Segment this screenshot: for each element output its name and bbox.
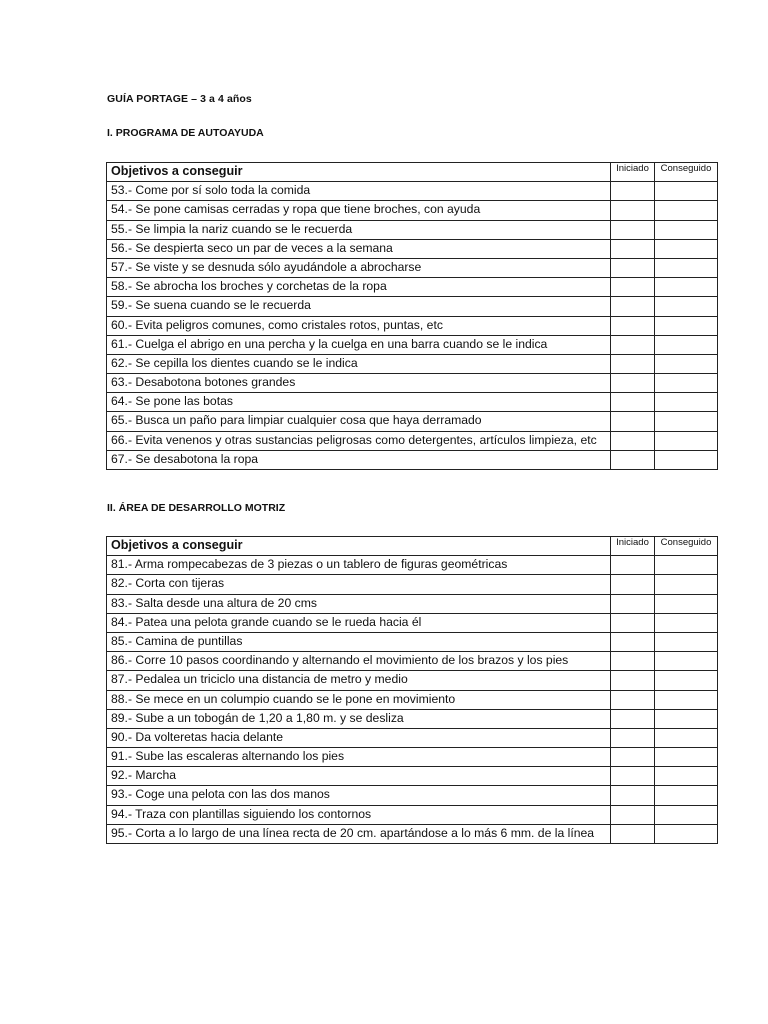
objective-cell: 56.- Se despierta seco un par de veces a la semana [107, 239, 611, 258]
objective-cell: 81.- Arma rompecabezas de 3 piezas o un tablero de figuras geométricas [107, 556, 611, 575]
started-checkbox-cell[interactable] [611, 450, 655, 469]
table-row [107, 374, 718, 393]
table-row [107, 182, 718, 201]
table-row [107, 412, 718, 431]
started-checkbox-cell[interactable] [611, 786, 655, 805]
started-checkbox-cell[interactable] [611, 767, 655, 786]
achieved-checkbox-cell[interactable] [655, 613, 718, 632]
table-row [107, 805, 718, 824]
achieved-checkbox-cell[interactable] [655, 201, 718, 220]
achieved-checkbox-cell[interactable] [655, 748, 718, 767]
objective-cell: 66.- Evita venenos y otras sustancias peligrosas como detergentes, artículos limpieza, etc [107, 431, 611, 450]
achieved-checkbox-cell[interactable] [655, 786, 718, 805]
objective-cell: 82.- Corta con tijeras [107, 575, 611, 594]
objective-cell: 61.- Cuelga el abrigo en una percha y la cuelga en una barra cuando se le indica [107, 335, 611, 354]
table-row [107, 354, 718, 373]
table-row [107, 594, 718, 613]
achieved-checkbox-cell[interactable] [655, 431, 718, 450]
objective-cell: 59.- Se suena cuando se le recuerda [107, 297, 611, 316]
achieved-checkbox-cell[interactable] [655, 671, 718, 690]
started-checkbox-cell[interactable] [611, 412, 655, 431]
objectives-column-header: Objetivos a conseguir [107, 537, 611, 556]
objective-cell: 57.- Se viste y se desnuda sólo ayudándole a abrocharse [107, 258, 611, 277]
achieved-checkbox-cell[interactable] [655, 412, 718, 431]
started-checkbox-cell[interactable] [611, 556, 655, 575]
table-row [107, 556, 718, 575]
started-checkbox-cell[interactable] [611, 182, 655, 201]
started-column-header: Iniciado [611, 537, 655, 556]
objective-cell: 94.- Traza con plantillas siguiendo los contornos [107, 805, 611, 824]
started-checkbox-cell[interactable] [611, 805, 655, 824]
table-row [107, 258, 718, 277]
checklist-table-autoayuda [106, 162, 718, 470]
table-row [107, 335, 718, 354]
achieved-checkbox-cell[interactable] [655, 728, 718, 747]
started-checkbox-cell[interactable] [611, 335, 655, 354]
objective-cell: 63.- Desabotona botones grandes [107, 374, 611, 393]
achieved-checkbox-cell[interactable] [655, 335, 718, 354]
objective-cell: 92.- Marcha [107, 767, 611, 786]
objective-cell: 67.- Se desabotona la ropa [107, 450, 611, 469]
achieved-checkbox-cell[interactable] [655, 258, 718, 277]
table-row [107, 632, 718, 651]
table-row [107, 671, 718, 690]
started-checkbox-cell[interactable] [611, 748, 655, 767]
started-checkbox-cell[interactable] [611, 671, 655, 690]
table-header-row [107, 163, 718, 182]
started-checkbox-cell[interactable] [611, 393, 655, 412]
objective-cell: 87.- Pedalea un triciclo una distancia de metro y medio [107, 671, 611, 690]
objective-cell: 60.- Evita peligros comunes, como cristales rotos, puntas, etc [107, 316, 611, 335]
objective-cell: 53.- Come por sí solo toda la comida [107, 182, 611, 201]
started-checkbox-cell[interactable] [611, 709, 655, 728]
section-heading-motriz: II. ÁREA DE DESARROLLO MOTRIZ [107, 502, 286, 514]
table-row [107, 316, 718, 335]
objectives-column-header: Objetivos a conseguir [107, 163, 611, 182]
achieved-checkbox-cell[interactable] [655, 450, 718, 469]
table-row [107, 767, 718, 786]
table-row [107, 690, 718, 709]
achieved-checkbox-cell[interactable] [655, 393, 718, 412]
started-checkbox-cell[interactable] [611, 594, 655, 613]
objective-cell: 65.- Busca un paño para limpiar cualquier cosa que haya derramado [107, 412, 611, 431]
objective-cell: 55.- Se limpia la nariz cuando se le recuerda [107, 220, 611, 239]
achieved-checkbox-cell[interactable] [655, 767, 718, 786]
objective-cell: 62.- Se cepilla los dientes cuando se le indica [107, 354, 611, 373]
table-row [107, 239, 718, 258]
table-row [107, 393, 718, 412]
achieved-checkbox-cell[interactable] [655, 709, 718, 728]
achieved-checkbox-cell[interactable] [655, 354, 718, 373]
table-row [107, 431, 718, 450]
table-row [107, 652, 718, 671]
started-checkbox-cell[interactable] [611, 374, 655, 393]
checklist-table-motriz [106, 536, 718, 844]
started-checkbox-cell[interactable] [611, 575, 655, 594]
achieved-checkbox-cell[interactable] [655, 594, 718, 613]
achieved-checkbox-cell[interactable] [655, 278, 718, 297]
started-column-header: Iniciado [611, 163, 655, 182]
achieved-checkbox-cell[interactable] [655, 239, 718, 258]
achieved-checkbox-cell[interactable] [655, 316, 718, 335]
achieved-checkbox-cell[interactable] [655, 805, 718, 824]
objective-cell: 91.- Sube las escaleras alternando los pies [107, 748, 611, 767]
started-checkbox-cell[interactable] [611, 258, 655, 277]
started-checkbox-cell[interactable] [611, 297, 655, 316]
table-row [107, 748, 718, 767]
started-checkbox-cell[interactable] [611, 632, 655, 651]
started-checkbox-cell[interactable] [611, 316, 655, 335]
achieved-column-header: Conseguido [655, 537, 718, 556]
achieved-checkbox-cell[interactable] [655, 575, 718, 594]
started-checkbox-cell[interactable] [611, 354, 655, 373]
started-checkbox-cell[interactable] [611, 690, 655, 709]
started-checkbox-cell[interactable] [611, 613, 655, 632]
table-row [107, 278, 718, 297]
table-row [107, 220, 718, 239]
achieved-checkbox-cell[interactable] [655, 824, 718, 843]
table-row [107, 786, 718, 805]
objective-cell: 93.- Coge una pelota con las dos manos [107, 786, 611, 805]
started-checkbox-cell[interactable] [611, 728, 655, 747]
objective-cell: 58.- Se abrocha los broches y corchetas de la ropa [107, 278, 611, 297]
started-checkbox-cell[interactable] [611, 652, 655, 671]
table-row [107, 613, 718, 632]
objective-cell: 64.- Se pone las botas [107, 393, 611, 412]
objective-cell: 85.- Camina de puntillas [107, 632, 611, 651]
achieved-checkbox-cell[interactable] [655, 297, 718, 316]
started-checkbox-cell[interactable] [611, 201, 655, 220]
objective-cell: 54.- Se pone camisas cerradas y ropa que tiene broches, con ayuda [107, 201, 611, 220]
started-checkbox-cell[interactable] [611, 824, 655, 843]
achieved-checkbox-cell[interactable] [655, 374, 718, 393]
objective-cell: 89.- Sube a un tobogán de 1,20 a 1,80 m. y se desliza [107, 709, 611, 728]
objective-cell: 88.- Se mece en un columpio cuando se le pone en movimiento [107, 690, 611, 709]
achieved-checkbox-cell[interactable] [655, 652, 718, 671]
started-checkbox-cell[interactable] [611, 220, 655, 239]
table-header-row [107, 537, 718, 556]
section-heading-autoayuda: I. PROGRAMA DE AUTOAYUDA [107, 127, 264, 139]
objective-cell: 86.- Corre 10 pasos coordinando y alternando el movimiento de los brazos y los pies [107, 652, 611, 671]
achieved-checkbox-cell[interactable] [655, 182, 718, 201]
achieved-checkbox-cell[interactable] [655, 690, 718, 709]
table-row [107, 728, 718, 747]
table-row [107, 450, 718, 469]
table-row [107, 297, 718, 316]
table-row [107, 575, 718, 594]
achieved-checkbox-cell[interactable] [655, 632, 718, 651]
started-checkbox-cell[interactable] [611, 239, 655, 258]
table-row [107, 709, 718, 728]
objective-cell: 84.- Patea una pelota grande cuando se le rueda hacia él [107, 613, 611, 632]
achieved-checkbox-cell[interactable] [655, 556, 718, 575]
document-title: GUÍA PORTAGE – 3 a 4 años [107, 93, 252, 105]
objective-cell: 83.- Salta desde una altura de 20 cms [107, 594, 611, 613]
objective-cell: 90.- Da volteretas hacia delante [107, 728, 611, 747]
table-row [107, 824, 718, 843]
achieved-checkbox-cell[interactable] [655, 220, 718, 239]
objective-cell: 95.- Corta a lo largo de una línea recta de 20 cm. apartándose a lo más 6 mm. de la línea [107, 824, 611, 843]
started-checkbox-cell[interactable] [611, 431, 655, 450]
table-row [107, 201, 718, 220]
achieved-column-header: Conseguido [655, 163, 718, 182]
started-checkbox-cell[interactable] [611, 278, 655, 297]
